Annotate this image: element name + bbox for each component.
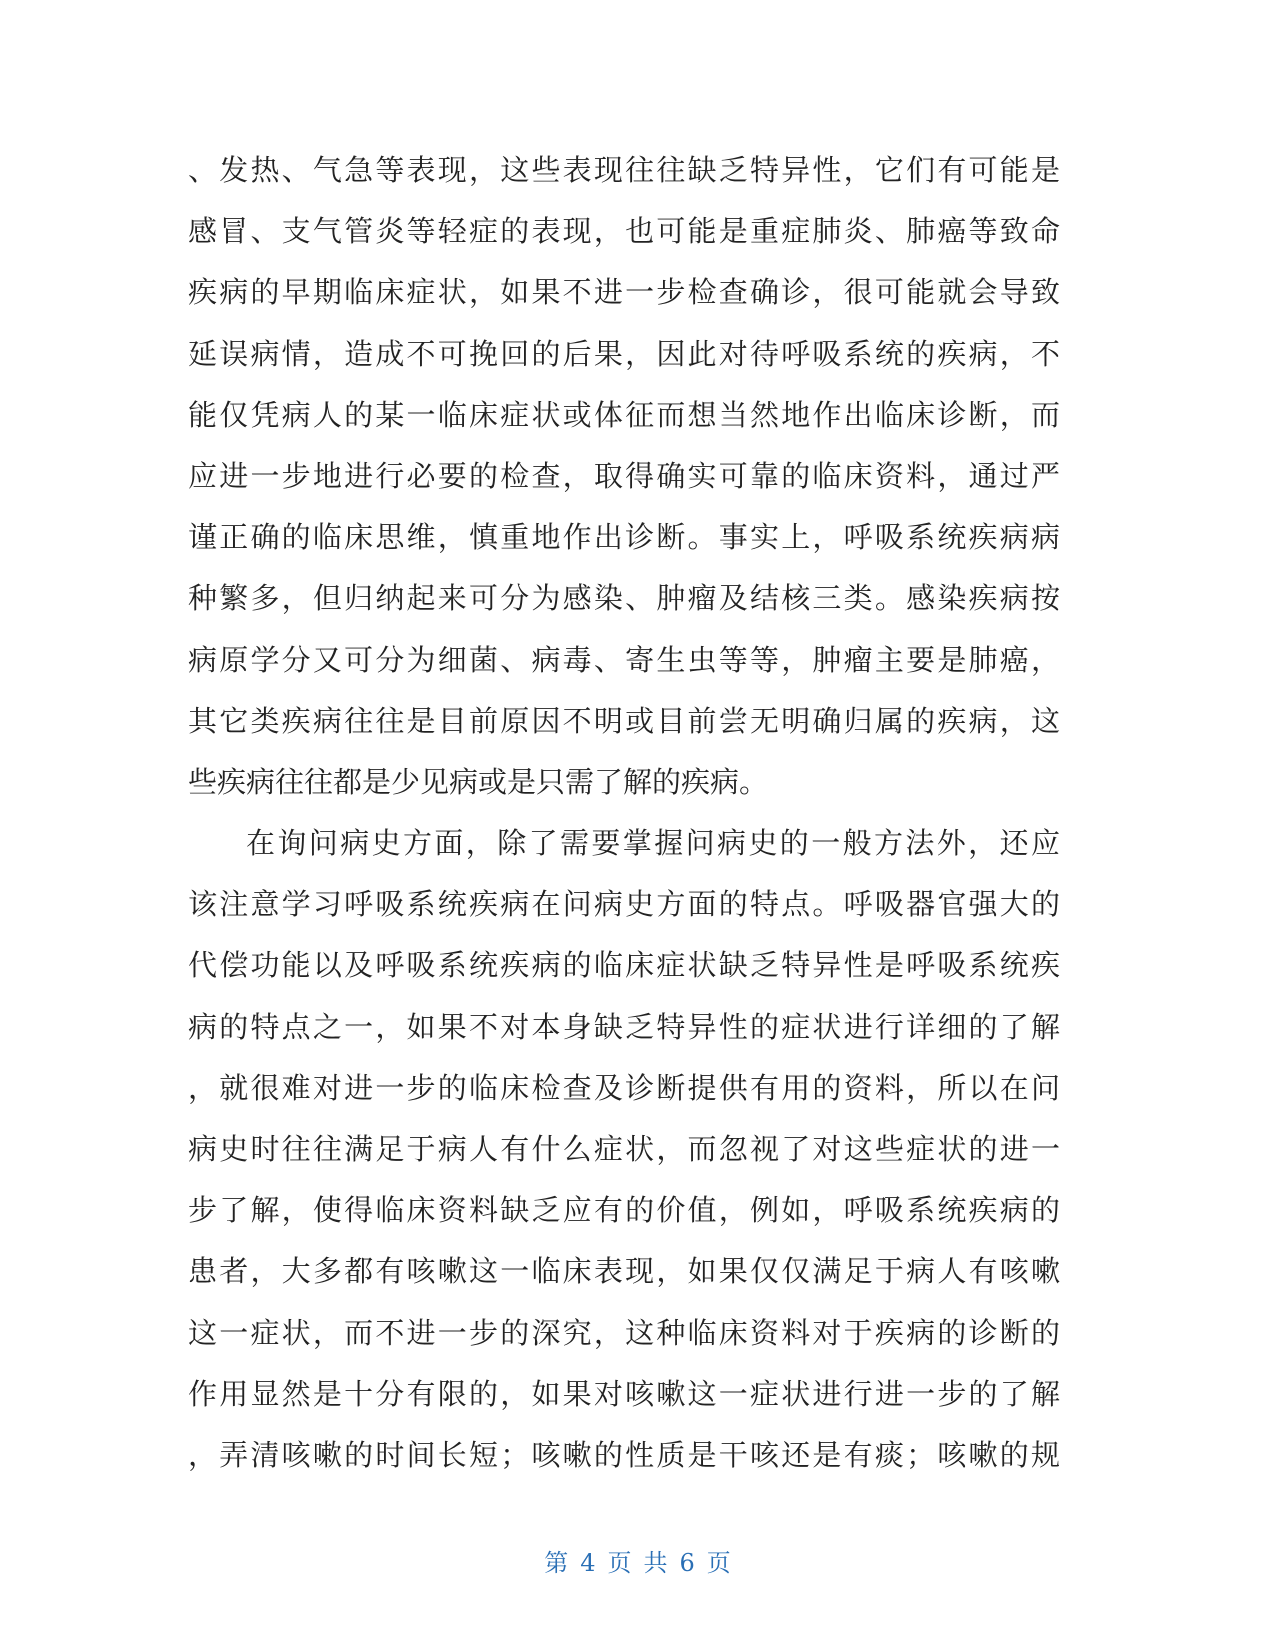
text-line: 疾病的早期临床症状，如果不进一步检查确诊，很可能就会导致	[188, 275, 1060, 310]
footer-suffix: 页	[706, 1549, 731, 1577]
text-line: ，弄清咳嗽的时间长短；咳嗽的性质是干咳还是有痰；咳嗽的规	[188, 1437, 1060, 1472]
text-line: 、发热、气急等表现，这些表现往往缺乏特异性，它们有可能是	[188, 153, 1060, 187]
text-line: 代偿功能以及呼吸系统疾病的临床症状缺乏特异性是呼吸系统疾	[188, 948, 1060, 983]
body-text	[188, 140, 1060, 1486]
text-line: 感冒、支气管炎等轻症的表现，也可能是重症肺炎、肺癌等致命	[188, 214, 1060, 249]
text-line: 其它类疾病往往是目前原因不明或目前尝无明确归属的疾病，这	[188, 703, 1060, 738]
footer-page-word: 页	[607, 1549, 632, 1577]
text-line: 病史时往往满足于病人有什么症状，而忽视了对这些症状的进一	[188, 1132, 1060, 1166]
footer-total-prefix: 共	[643, 1549, 668, 1577]
text-line: 延误病情，造成不可挽回的后果，因此对待呼吸系统的疾病，不	[188, 336, 1060, 371]
text-line: 这一症状，而不进一步的深究，这种临床资料对于疾病的诊断的	[188, 1315, 1060, 1350]
text-line: ，就很难对进一步的临床检查及诊断提供有用的资料，所以在问	[188, 1070, 1060, 1105]
text-line: 谨正确的临床思维，慎重地作出诊断。事实上，呼吸系统疾病病	[188, 520, 1060, 555]
footer-prefix: 第	[544, 1549, 569, 1577]
text-line: 些疾病往往都是少见病或是只需了解的疾病。	[188, 764, 769, 799]
page-number-footer	[0, 1543, 1275, 1578]
text-line: 步了解，使得临床资料缺乏应有的价值，例如，呼吸系统疾病的	[188, 1193, 1060, 1228]
text-line: 应进一步地进行必要的检查，取得确实可靠的临床资料，通过严	[188, 458, 1060, 493]
text-line: 在询问病史方面，除了需要掌握问病史的一般方法外，还应	[246, 826, 1060, 861]
text-line: 患者，大多都有咳嗽这一临床表现，如果仅仅满足于病人有咳嗽	[188, 1254, 1060, 1289]
total-pages-number: 6	[679, 1549, 695, 1577]
paragraph-1	[188, 140, 1060, 813]
paragraph-2	[188, 813, 1060, 1486]
text-line: 能仅凭病人的某一临床症状或体征而想当然地作出临床诊断，而	[188, 397, 1060, 432]
text-line: 病的特点之一，如果不对本身缺乏特异性的症状进行详细的了解	[188, 1009, 1060, 1044]
text-line: 病原学分又可分为细菌、病毒、寄生虫等等，肿瘤主要是肺癌，	[188, 642, 1060, 677]
text-line: 种繁多，但归纳起来可分为感染、肿瘤及结核三类。感染疾病按	[188, 581, 1060, 616]
text-line: 作用显然是十分有限的，如果对咳嗽这一症状进行进一步的了解	[188, 1376, 1060, 1411]
current-page-number: 4	[580, 1549, 596, 1577]
text-line: 该注意学习呼吸系统疾病在问病史方面的特点。呼吸器官强大的	[188, 887, 1060, 922]
